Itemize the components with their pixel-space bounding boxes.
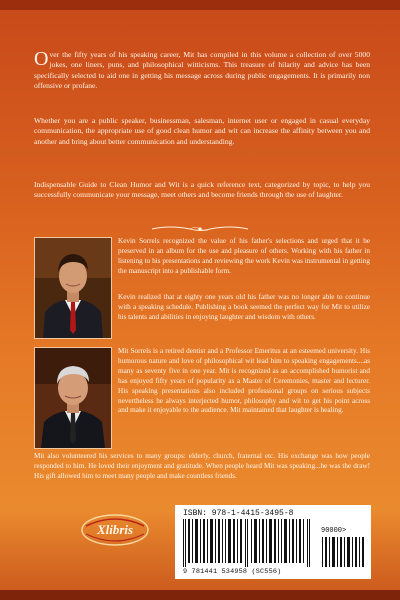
mit-bio-paragraph-1: Mit Sorrels is a retired dentist and a Professor Emeritus at an esteemed university. His humorous nature and love of philosophical wit lead him to speaking engagements....as many as seventy five in one year. Mit is recognized as an accomplished humorist and has enjoyed fifty years of popularity as a Master of Ceremonies, master and lecturer. His speaking presentations also included professional groups on serious subjects nevertheless he always interjected humor, philosophy and wit to get his point across and make it enjoyable to the audience. Mit maintained that laughter is healing. bbox=[118, 347, 370, 415]
price-barcode bbox=[321, 537, 365, 567]
ornament-divider-icon bbox=[150, 224, 250, 234]
kevin-bio-paragraph-2: Kevin realized that at eighty one years old his father was no longer able to continue with a speaking schedule. Publishing a book seemed the perfect way for Mit to utilize his talents and abilities in enjoying laughter and wisdom with others. bbox=[118, 293, 370, 321]
xlibris-logo bbox=[80, 510, 150, 550]
intro-paragraph-3: Indispensable Guide to Clean Humor and Wit is a quick reference text, categorized by topic, to help you successfully communicate your message, meet others and become friends through the use of laughter. bbox=[34, 180, 370, 200]
price-code: 90000> bbox=[321, 527, 347, 535]
intro-paragraph-1-text: ver the fifty years of his speaking career, Mit has compiled in this volume a collection of over 5000 jokes, one liners, puns, and philosophical witticisms. This treasure of hilarity and advice has been specifically selected to aid one in getting his message across during public engagements. It is primarily non offensive or profane. bbox=[34, 50, 370, 91]
mit-bio-paragraph-2: Mit also volunteered his services to many groups: elderly, church, fraternal etc. His exchange was how people responded to him. He loved their enjoyment and gratitude. When people heard Mit was speaking...he was the draw! His gift allowed him to meet many people and make countless friends. bbox=[34, 452, 370, 480]
barcode-block bbox=[175, 505, 371, 579]
kevin-bio-paragraph-1: Kevin Sorrels recognized the value of his father's selections and urged that it be preserved in an album for the use and pleasure of others. Working with his father in listening to his presentations and reviewing the work Kevin was instrumental in getting the manuscript into a publishable form. bbox=[118, 237, 370, 275]
bottom-border bbox=[0, 590, 400, 600]
top-border bbox=[0, 0, 400, 10]
isbn-text: ISBN: 978-1-4415-3495-8 bbox=[183, 509, 294, 518]
intro-paragraph-1 bbox=[34, 50, 370, 92]
svg-text:Xlibris: Xlibris bbox=[96, 522, 134, 537]
kevin-sorrels-portrait bbox=[34, 237, 112, 339]
mit-sorrels-portrait bbox=[34, 347, 112, 449]
barcode-digits: 9 781441 534958 (SC556) bbox=[183, 568, 282, 576]
intro-paragraph-2: Whether you are a public speaker, businessman, salesman, internet user or engaged in casual everyday communication, the appropriate use of good clean humor and wit can increase the affinity between you and another and bring about better communication and understanding. bbox=[34, 116, 370, 146]
ean-barcode bbox=[181, 519, 317, 567]
drop-cap: O bbox=[34, 48, 49, 70]
